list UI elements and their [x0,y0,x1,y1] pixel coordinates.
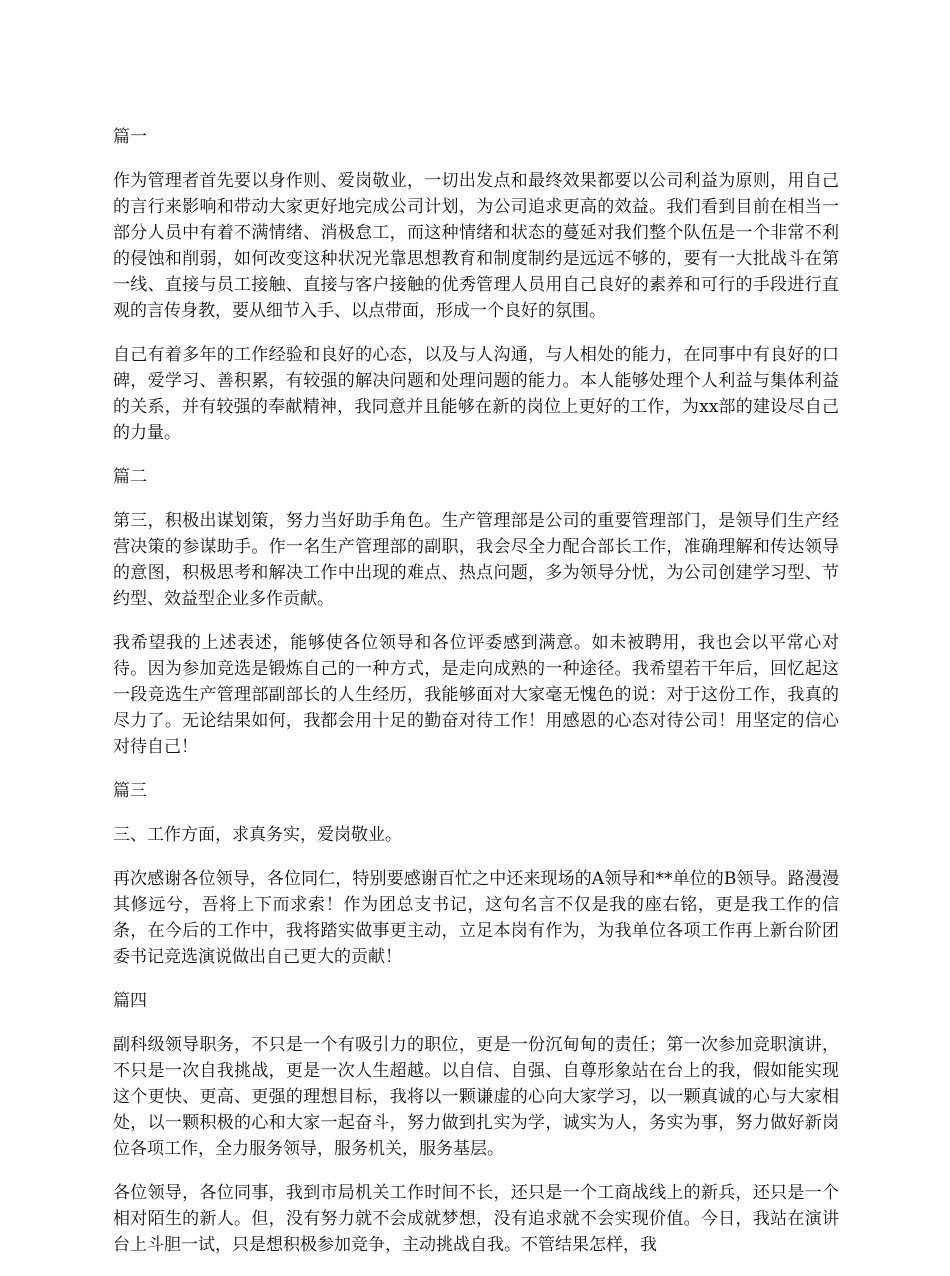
paragraph: 副科级领导职务，不只是一个有吸引力的职位，更是一份沉甸甸的责任；第一次参加竞职演讲，不只是一次自我挑战，更是一次人生超越。以自信、自强、自尊形象站在台上的我，假如能实现这个更快、更高、更强的理想目标，我将以一颗谦虚的心向大家学习，以一颗真诚的心与大家相处，以一颗积极的心和大家一起奋斗，努力做到扎实为学，诚实为人，务实为事，努力做好新岗位各项工作，全力服务领导，服务机关，服务基层。 [113,1035,839,1159]
paragraph: 第三，积极出谋划策，努力当好助手角色。生产管理部是公司的重要管理部门，是领导们生产经营决策的参谋助手。作一名生产管理部的副职，我会尽全力配合部长工作，准确理解和传达领导的意图，积极思考和解决工作中出现的难点、热点问题，多为领导分忧，为公司创建学习型、节约型、效益型企业多作贡献。 [113,511,839,609]
section-heading: 篇四 [113,991,147,1011]
paragraph: 各位领导，各位同事，我到市局机关工作时间不长，还只是一个工商战线上的新兵，还只是一个相对陌生的新人。但，没有努力就不会成就梦想，没有追求就不会实现价值。今日，我站在演讲台上斗胆一试，只是想积极参加竞争，主动挑战自我。不管结果怎样，我 [113,1183,839,1255]
paragraph: 自己有着多年的工作经验和良好的心态，以及与人沟通，与人相处的能力，在同事中有良好的口碑，爱学习、善积累，有较强的解决问题和处理问题的能力。本人能够处理个人利益与集体利益的关系，并有较强的奉献精神，我同意并且能够在新的岗位上更好的工作，为xx部的建设尽自己的力量。 [113,345,839,443]
paragraph: 再次感谢各位领导，各位同仁，特别要感谢百忙之中还来现场的A领导和**单位的B领导。路漫漫其修远兮，吾将上下而求索！作为团总支书记，这句名言不仅是我的座右铭，更是我工作的信条，在今后的工作中，我将踏实做事更主动，立足本岗有作为，为我单位各项工作再上新台阶团委书记竞选演说做出自己更大的贡献！ [113,869,839,967]
paragraph: 作为管理者首先要以身作则、爱岗敬业，一切出发点和最终效果都要以公司利益为原则，用自己的言行来影响和带动大家更好地完成公司计划，为公司追求更高的效益。我们看到目前在相当一部分人员中有着不满情绪、消极怠工，而这种情绪和状态的蔓延对我们整个队伍是一个非常不利的侵蚀和削弱，如何改变这种状况光靠思想教育和制度制约是远远不够的，要有一大批战斗在第一线、直接与员工接触、直接与客户接触的优秀管理人员用自己良好的素养和可行的手段进行直观的言传身教，要从细节入手、以点带面，形成一个良好的氛围。 [113,171,839,321]
document-page [113,124,839,1276]
section-heading: 篇三 [113,781,147,801]
section-heading: 篇二 [113,467,147,487]
paragraph: 我希望我的上述表述，能够使各位领导和各位评委感到满意。如未被聘用，我也会以平常心对待。因为参加竞选是锻炼自己的一种方式，是走向成熟的一种途径。我希望若干年后，回忆起这一段竞选生产管理部副部长的人生经历，我能够面对大家毫无愧色的说：对于这份工作，我真的尽力了。无论结果如何，我都会用十足的勤奋对待工作！用感恩的心态对待公司！用坚定的信心对待自己！ [113,633,839,757]
paragraph: 三、工作方面，求真务实，爱岗敬业。 [113,825,402,845]
section-heading: 篇一 [113,127,147,147]
